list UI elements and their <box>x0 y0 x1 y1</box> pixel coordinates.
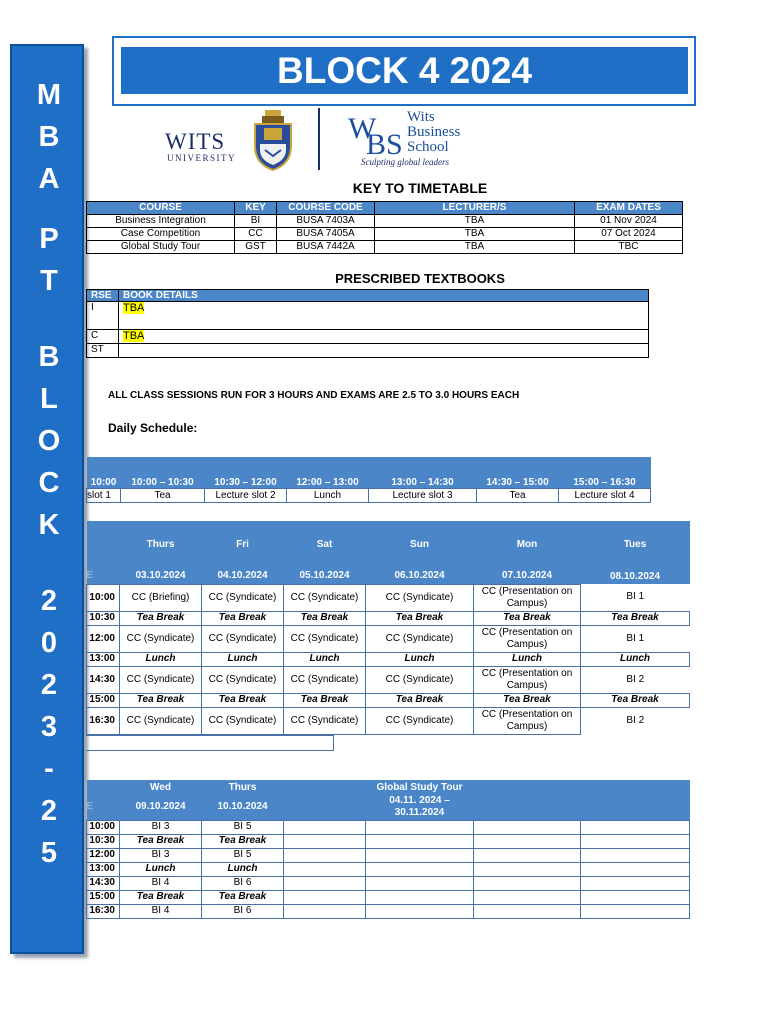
wits-crest-icon <box>252 110 294 177</box>
table-row <box>87 820 690 834</box>
week2-date-label: E <box>87 794 120 820</box>
session-cell: Tea Break <box>284 611 366 625</box>
table-row <box>87 625 690 652</box>
textbooks-table <box>86 289 649 358</box>
table-row <box>87 215 683 228</box>
textbook-details-cell <box>119 330 649 344</box>
side-banner-letter: 0 <box>40 627 58 659</box>
time-cell: 12:00 <box>87 625 120 652</box>
key-cell: TBA <box>375 215 575 228</box>
session-cell: Tea Break <box>120 611 202 625</box>
session-cell: BI 3 <box>120 848 202 862</box>
session-cell: Lunch <box>120 652 202 666</box>
week2-date-header: 10.10.2024 <box>202 794 284 820</box>
week2-blank-header <box>581 794 690 820</box>
svg-text:W: W <box>348 112 377 145</box>
key-cell: TBC <box>575 241 683 254</box>
slot-time-header: 10:00 <box>87 457 121 488</box>
textbooks-column-header: RSE <box>87 290 119 302</box>
side-banner-letter: P <box>39 223 59 255</box>
week2-blank-header <box>284 794 366 820</box>
session-cell: BI 5 <box>202 820 284 834</box>
session-cell: CC (Presentation on Campus) <box>474 666 581 693</box>
table-row <box>87 707 690 734</box>
session-cell: Tea Break <box>202 611 284 625</box>
week1-schedule-table <box>86 521 690 735</box>
table-row <box>87 302 649 330</box>
session-cell: CC (Syndicate) <box>120 625 202 652</box>
slot-time-header: 14:30 – 15:00 <box>477 457 559 488</box>
key-cell: BUSA 7442A <box>277 241 375 254</box>
empty-cell <box>284 904 366 918</box>
session-cell: CC (Syndicate) <box>366 707 474 734</box>
textbook-details-text: TBA <box>123 330 145 342</box>
key-body <box>87 215 683 254</box>
session-cell: CC (Presentation on Campus) <box>474 625 581 652</box>
week2-day-header: Thurs <box>202 780 284 794</box>
key-column-header: COURSE CODE <box>277 202 375 215</box>
week2-date-header: 09.10.2024 <box>120 794 202 820</box>
time-cell: 16:30 <box>87 707 120 734</box>
session-cell: CC (Syndicate) <box>366 625 474 652</box>
week1-day-header: Mon <box>474 521 581 568</box>
table-row <box>87 862 690 876</box>
session-cell: Tea Break <box>581 611 690 625</box>
empty-cell <box>284 862 366 876</box>
empty-cell <box>366 820 474 834</box>
session-cell: Tea Break <box>202 890 284 904</box>
key-cell: BUSA 7405A <box>277 228 375 241</box>
textbooks-column-header: BOOK DETAILS <box>119 290 649 302</box>
daily-slots-table <box>86 457 651 503</box>
week1-day-header: Fri <box>202 521 284 568</box>
textbook-details-cell <box>119 302 649 330</box>
empty-cell <box>581 834 690 848</box>
key-column-header: LECTURER/S <box>375 202 575 215</box>
table-row <box>87 666 690 693</box>
empty-cell <box>366 862 474 876</box>
week1-days-row <box>87 521 690 568</box>
wbs-logo-line-1: Wits <box>407 109 435 125</box>
svg-text:BS: BS <box>366 128 403 156</box>
time-cell: 10:30 <box>87 611 120 625</box>
week2-day-header: Global Study Tour <box>366 780 474 794</box>
week1-date-header: 03.10.2024 <box>120 568 202 584</box>
textbooks-heading: PRESCRIBED TEXTBOOKS <box>335 271 505 286</box>
key-table <box>86 201 683 254</box>
time-cell: 15:00 <box>87 693 120 707</box>
empty-cell <box>474 862 581 876</box>
empty-cell <box>366 904 474 918</box>
key-cell: Global Study Tour <box>87 241 235 254</box>
page-title: BLOCK 4 2024 <box>121 47 688 94</box>
empty-cell <box>284 876 366 890</box>
session-cell: Tea Break <box>366 611 474 625</box>
week1-date-header: 04.10.2024 <box>202 568 284 584</box>
wbs-logo-line-2: Business <box>407 124 461 140</box>
table-row <box>87 834 690 848</box>
side-banner-letter: 5 <box>40 837 58 869</box>
session-cell: Lunch <box>120 862 202 876</box>
key-cell: 07 Oct 2024 <box>575 228 683 241</box>
week1-date-header: 07.10.2024 <box>474 568 581 584</box>
week2-date-header: 04.11. 2024 – 30.11.2024 <box>366 794 474 820</box>
daily-schedule-label: Daily Schedule: <box>108 421 198 435</box>
session-cell: Lunch <box>284 652 366 666</box>
session-cell: CC (Syndicate) <box>202 584 284 611</box>
session-cell: Tea Break <box>581 693 690 707</box>
empty-cell <box>581 876 690 890</box>
session-cell: BI 4 <box>120 904 202 918</box>
session-cell: Tea Break <box>202 693 284 707</box>
session-cell: CC (Syndicate) <box>120 666 202 693</box>
key-header-row <box>87 202 683 215</box>
empty-cell <box>366 876 474 890</box>
session-cell: Tea Break <box>366 693 474 707</box>
key-cell: GST <box>235 241 277 254</box>
empty-cell <box>284 820 366 834</box>
session-cell: BI 1 <box>581 625 690 652</box>
table-row <box>87 848 690 862</box>
week1-corner-cell <box>87 521 120 568</box>
key-cell: TBA <box>375 228 575 241</box>
table-row <box>87 611 690 625</box>
side-banner-letter: M <box>36 79 62 111</box>
session-cell: Tea Break <box>202 834 284 848</box>
slot-time-header: 10:30 – 12:00 <box>205 457 287 488</box>
session-note: ALL CLASS SESSIONS RUN FOR 3 HOURS AND EXAMS ARE 2.5 TO 3.0 HOURS EACH <box>108 390 520 401</box>
table-row <box>87 241 683 254</box>
session-cell: BI 6 <box>202 904 284 918</box>
session-cell: Lunch <box>581 652 690 666</box>
textbooks-header-row <box>87 290 649 302</box>
week1-day-header: Sat <box>284 521 366 568</box>
session-cell: CC (Syndicate) <box>284 625 366 652</box>
session-cell: Tea Break <box>120 834 202 848</box>
week1-footer-line <box>86 735 334 751</box>
side-banner-letter: O <box>37 425 61 457</box>
week1-day-header: Thurs <box>120 521 202 568</box>
empty-cell <box>474 820 581 834</box>
side-banner-letter: B <box>38 121 60 153</box>
empty-cell <box>284 848 366 862</box>
key-heading: KEY TO TIMETABLE <box>352 180 488 196</box>
time-cell: 16:30 <box>87 904 120 918</box>
table-row <box>87 330 649 344</box>
time-cell: 12:00 <box>87 848 120 862</box>
week2-schedule-table <box>86 780 690 919</box>
time-cell: 10:00 <box>87 584 120 611</box>
table-row <box>87 652 690 666</box>
side-banner-letter: 2 <box>40 795 58 827</box>
wits-logo-word: WITS <box>165 129 226 154</box>
session-cell: Tea Break <box>120 693 202 707</box>
session-cell: Lunch <box>366 652 474 666</box>
week1-dates-row <box>87 568 690 584</box>
table-row <box>87 344 649 358</box>
week2-dates-row <box>87 794 690 820</box>
empty-cell <box>474 876 581 890</box>
session-cell: CC (Syndicate) <box>202 666 284 693</box>
key-column-header: EXAM DATES <box>575 202 683 215</box>
table-row <box>87 890 690 904</box>
empty-cell <box>284 834 366 848</box>
session-cell: Lunch <box>474 652 581 666</box>
session-cell: CC (Syndicate) <box>284 666 366 693</box>
textbook-course-cell: I <box>87 302 119 330</box>
key-cell: TBA <box>375 241 575 254</box>
empty-cell <box>581 904 690 918</box>
slot-label-cell: Lunch <box>287 488 369 502</box>
session-cell: BI 6 <box>202 876 284 890</box>
empty-cell <box>581 890 690 904</box>
week1-date-header: 05.10.2024 <box>284 568 366 584</box>
key-cell: 01 Nov 2024 <box>575 215 683 228</box>
empty-cell <box>474 834 581 848</box>
table-row <box>87 904 690 918</box>
week2-days-row <box>87 780 690 794</box>
empty-cell <box>581 820 690 834</box>
week2-blank-header <box>581 780 690 794</box>
session-cell: Tea Break <box>284 693 366 707</box>
empty-cell <box>366 834 474 848</box>
session-cell: BI 1 <box>581 584 690 611</box>
session-cell: CC (Syndicate) <box>366 584 474 611</box>
week2-corner-cell <box>87 780 120 794</box>
session-cell: CC (Syndicate) <box>284 707 366 734</box>
slot-label-cell: Tea <box>121 488 205 502</box>
logo-divider <box>318 108 320 170</box>
key-cell: Business Integration <box>87 215 235 228</box>
session-cell: Tea Break <box>474 693 581 707</box>
session-cell: CC (Syndicate) <box>366 666 474 693</box>
side-banner-letter: L <box>40 383 58 415</box>
session-cell: CC (Presentation on Campus) <box>474 707 581 734</box>
session-cell: Lunch <box>202 652 284 666</box>
session-cell: BI 2 <box>581 666 690 693</box>
session-cell: BI 3 <box>120 820 202 834</box>
session-cell: CC (Syndicate) <box>202 625 284 652</box>
empty-cell <box>366 890 474 904</box>
week2-day-header: Wed <box>120 780 202 794</box>
session-cell: Tea Break <box>120 890 202 904</box>
wbs-logo-line-3: School <box>407 139 449 155</box>
slot-labels-row <box>87 488 651 502</box>
week1-date-label: E <box>87 568 120 584</box>
empty-cell <box>366 848 474 862</box>
time-cell: 13:00 <box>87 652 120 666</box>
side-banner-letter: A <box>38 163 60 195</box>
week2-blank-header <box>474 780 581 794</box>
side-banner-letter: 2 <box>40 585 58 617</box>
wbs-slogan: Sculpting global leaders <box>361 157 449 167</box>
session-cell: BI 4 <box>120 876 202 890</box>
time-cell: 14:30 <box>87 666 120 693</box>
key-cell: Case Competition <box>87 228 235 241</box>
session-cell: Tea Break <box>474 611 581 625</box>
week2-blank-header <box>284 780 366 794</box>
session-cell: BI 5 <box>202 848 284 862</box>
session-cell: CC (Presentation on Campus) <box>474 584 581 611</box>
key-column-header: KEY <box>235 202 277 215</box>
slot-label-cell: slot 1 <box>87 488 121 502</box>
slot-label-cell: Lecture slot 3 <box>369 488 477 502</box>
slot-time-header: 13:00 – 14:30 <box>369 457 477 488</box>
empty-cell <box>474 890 581 904</box>
time-cell: 14:30 <box>87 876 120 890</box>
time-cell: 10:00 <box>87 820 120 834</box>
week2-blank-header <box>474 794 581 820</box>
textbook-details-text: TBA <box>123 302 145 314</box>
key-column-header: COURSE <box>87 202 235 215</box>
session-cell: BI 2 <box>581 707 690 734</box>
textbook-details-cell <box>119 344 649 358</box>
key-cell: BUSA 7403A <box>277 215 375 228</box>
side-banner-letter: K <box>38 509 60 541</box>
slot-label-cell: Tea <box>477 488 559 502</box>
week1-day-header: Tues <box>581 521 690 568</box>
empty-cell <box>581 848 690 862</box>
time-cell: 10:30 <box>87 834 120 848</box>
table-row <box>87 584 690 611</box>
empty-cell <box>474 848 581 862</box>
empty-cell <box>284 890 366 904</box>
week1-date-header: 06.10.2024 <box>366 568 474 584</box>
side-banner-letter: - <box>44 753 54 785</box>
key-cell: CC <box>235 228 277 241</box>
side-banner <box>10 44 84 954</box>
session-cell: CC (Syndicate) <box>202 707 284 734</box>
textbook-course-cell: C <box>87 330 119 344</box>
wits-logo-subtitle: UNIVERSITY <box>167 153 236 163</box>
slot-time-header: 12:00 – 13:00 <box>287 457 369 488</box>
time-cell: 13:00 <box>87 862 120 876</box>
side-banner-letter: 3 <box>40 711 58 743</box>
session-cell: Lunch <box>202 862 284 876</box>
slot-times-row <box>87 457 651 488</box>
side-banner-letter: C <box>38 467 60 499</box>
slot-time-header: 10:00 – 10:30 <box>121 457 205 488</box>
session-cell: CC (Syndicate) <box>120 707 202 734</box>
slot-time-header: 15:00 – 16:30 <box>559 457 651 488</box>
week1-day-header: Sun <box>366 521 474 568</box>
textbooks-body <box>87 302 649 358</box>
week1-date-header: 08.10.2024 <box>581 568 690 584</box>
key-cell: BI <box>235 215 277 228</box>
session-cell: CC (Briefing) <box>120 584 202 611</box>
time-cell: 15:00 <box>87 890 120 904</box>
wbs-monogram-icon <box>348 110 404 161</box>
empty-cell <box>581 862 690 876</box>
empty-cell <box>474 904 581 918</box>
session-cell: CC (Syndicate) <box>284 584 366 611</box>
table-row <box>87 228 683 241</box>
side-banner-letter: T <box>40 265 58 297</box>
slot-label-cell: Lecture slot 4 <box>559 488 651 502</box>
table-row <box>87 693 690 707</box>
side-banner-letter: B <box>38 341 60 373</box>
table-row <box>87 876 690 890</box>
slot-label-cell: Lecture slot 2 <box>205 488 287 502</box>
side-banner-letter: 2 <box>40 669 58 701</box>
textbook-course-cell: ST <box>87 344 119 358</box>
